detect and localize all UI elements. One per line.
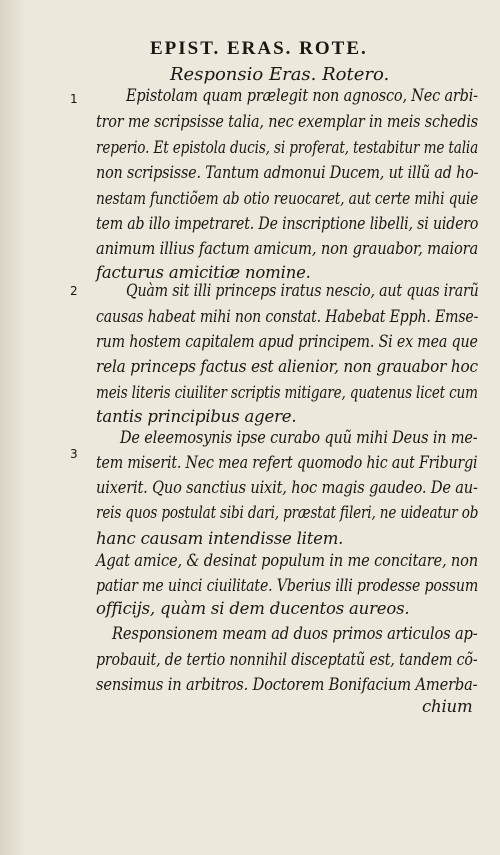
text-line: meis literis ciuiliter scriptis mitigare, quatenus licet cum [96, 383, 478, 402]
margin-number-3: 3 [70, 447, 78, 461]
text-line: Epistolam quam prælegit non agnosco, Nec arbi- [126, 86, 478, 105]
text-line: Agat amice, & desinat populum in me concitare, non [96, 551, 479, 570]
text-line: tem miserit. Nec mea refert quomodo hic aut Friburgi [96, 453, 478, 472]
text-line: hanc causam intendisse litem. [96, 529, 344, 548]
margin-number-2: 2 [70, 284, 78, 298]
text-line: reis quos postulat sibi dari, præstat fileri, ne uideatur ob [96, 503, 479, 522]
text-line: tror me scripsisse talia, nec exemplar in meis schedis [96, 112, 478, 131]
section-subhead: Responsio Eras. Rotero. [170, 64, 390, 85]
margin-number-1: 1 [70, 92, 78, 106]
text-line: sensimus in arbitros. Doctorem Bonifacium Amerba- [96, 675, 478, 694]
text-line: nestam functiõem ab otio reuocaret, aut certe mihi quie [96, 189, 479, 208]
text-line: reperio. Et epistola ducis, si proferat, testabitur me talia [96, 138, 479, 157]
catchword: chium [422, 697, 473, 716]
text-line: non scripsisse. Tantum admonui Ducem, ut illũ ad ho- [96, 163, 479, 182]
running-head: EPIST. ERAS. ROTE. [150, 38, 368, 59]
text-line: Quàm sit illi princeps iratus nescio, aut quas irarũ [126, 281, 479, 300]
text-line: causas habeat mihi non constat. Habebat Epph. Emse- [96, 307, 479, 326]
text-line: officijs, quàm si dem ducentos aureos. [96, 599, 410, 618]
text-line: De eleemosynis ipse curabo quũ mihi Deus in me- [120, 428, 478, 447]
text-line: tem ab illo impetraret. De inscriptione libelli, si uidero [96, 214, 479, 233]
text-line: probauit, de tertio nonnihil disceptatũ est, tandem cõ- [96, 650, 478, 669]
text-line: animum illius factum amicum, non grauabor, maiora [96, 239, 479, 258]
text-line: rela princeps factus est alienior, non grauabor hoc [96, 357, 478, 376]
text-line: rum hostem capitalem apud principem. Si ex mea que [96, 332, 478, 351]
text-line: patiar me uinci ciuilitate. Vberius illi prodesse possum [96, 576, 479, 595]
text-line: uixerit. Quo sanctius uixit, hoc magis gaudeo. De au- [96, 478, 478, 497]
text-line: tantis principibus agere. [96, 407, 297, 426]
page-gutter-shadow [0, 0, 26, 855]
text-line: Responsionem meam ad duos primos articulos ap- [112, 624, 478, 643]
text-line: facturus amicitiæ nomine. [96, 263, 311, 282]
